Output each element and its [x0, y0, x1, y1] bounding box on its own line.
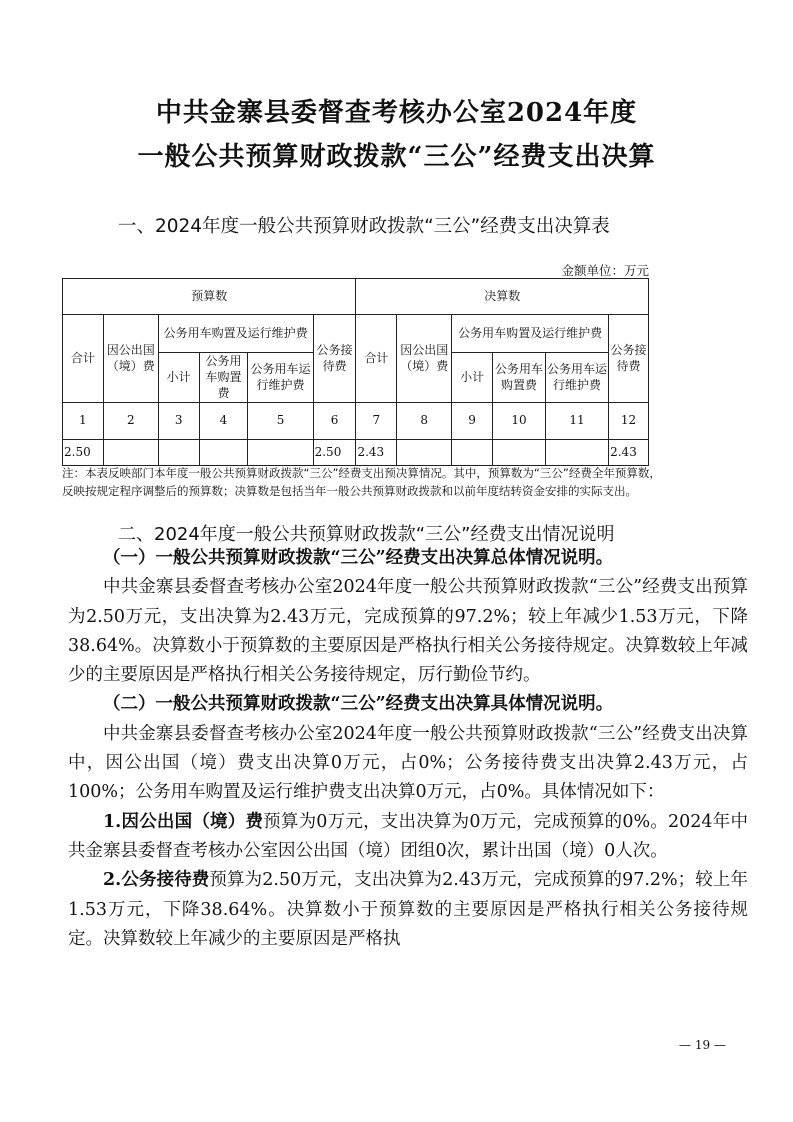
index-cell: 7 [356, 402, 397, 439]
final-vehicle-maint-value [545, 439, 608, 465]
budget-abroad-value [103, 439, 158, 465]
final-vehicle-purchase-value [492, 439, 545, 465]
index-cell: 6 [313, 402, 356, 439]
section1-heading: 一、2024年度一般公共预算财政拨款“三公”经费支出决算表 [118, 216, 610, 237]
budget-subtotal-header: 小计 [158, 353, 199, 403]
item-reception [68, 866, 748, 954]
section2-heading: 二、2024年度一般公共预算财政拨款“三公”经费支出情况说明 [118, 524, 615, 545]
table-note: 注：本表反映部门本年度一般公共预算财政拨款“三公”经费支出预决算情况。其中，预算数为“三公”经费全年预算数，反映按规定程序调整后的预算数；决算数是包括当年一般公共预算财政拨款和以前年度结转资金安排的实际支出。 [62, 466, 661, 498]
budget-vehicle-purchase-value [199, 439, 248, 465]
final-vehicle-purchase-header: 公务用车购置费 [492, 353, 545, 403]
item-reception-label: 2.公务接待费 [103, 870, 210, 891]
page-number: — 19 — [679, 1038, 726, 1052]
final-vehicle-header: 公务用车购置及运行维护费 [452, 315, 609, 353]
data-row [63, 439, 649, 465]
item-reception-text: 预算为2.50万元，支出决算为2.43万元，完成预算的97.2%；较上年1.53万元，下降38.64%。决算数小于预算数的主要原因是严格执行相关公务接待规定。决算数较上年减少的主要原因是严格执 [68, 870, 748, 949]
index-cell: 5 [248, 402, 313, 439]
index-cell: 1 [63, 402, 104, 439]
page-title-line1: 中共金寨县委督查考核办公室2024年度 [155, 98, 638, 128]
index-cell: 3 [158, 402, 199, 439]
budget-total-header: 合计 [63, 315, 104, 403]
budget-abroad-header: 因公出国（境）费 [103, 315, 158, 403]
final-reception-value: 2.43 [609, 439, 649, 465]
budget-subtotal-value [158, 439, 199, 465]
final-abroad-value [397, 439, 452, 465]
budget-vehicle-header: 公务用车购置及运行维护费 [158, 315, 313, 353]
item-abroad-label: 1.因公出国（境）费 [103, 811, 264, 832]
unit-label: 金额单位：万元 [561, 263, 649, 278]
final-vehicle-maint-header: 公务用车运行维护费 [545, 353, 608, 403]
item-abroad [68, 808, 748, 867]
budget-header: 预算数 [63, 279, 356, 315]
index-cell: 12 [609, 402, 649, 439]
index-cell: 11 [545, 402, 608, 439]
budget-reception-value: 2.50 [313, 439, 356, 465]
subsection1-heading: （一）一般公共预算财政拨款“三公”经费支出决算总体情况说明。 [103, 548, 614, 568]
paragraph-overall: 中共金寨县委督查考核办公室2024年度一般公共预算财政拨款“三公”经费支出预算为2.50万元，支出决算为2.43万元，完成预算的97.2%；较上年减少1.53万元，下降38.64%。决算数小于预算数的主要原因是严格执行相关公务接待规定。决算数较上年减少的主要原因是严格执行相关公务接待规定，厉行勤俭节约。 [68, 577, 748, 686]
final-header: 决算数 [356, 279, 649, 315]
page-title-line2: 一般公共预算财政拨款“三公”经费支出决算 [137, 142, 656, 172]
item-abroad-text: 预算为0万元，支出决算为0万元，完成预算的0%。2024年中共金寨县委督查考核办公室因公出国（境）团组0次，累计出国（境）0人次。 [68, 811, 748, 861]
index-cell: 4 [199, 402, 248, 439]
paragraph-detail: 中共金寨县委督查考核办公室2024年度一般公共预算财政拨款“三公”经费支出决算中，因公出国（境）费支出决算0万元，占0%；公务接待费支出决算2.43万元，占100%；公务用车购置及运行维护费支出决算0万元，占0%。具体情况如下： [68, 723, 748, 803]
index-cell: 8 [397, 402, 452, 439]
budget-vehicle-maint-header: 公务用车运行维护费 [248, 353, 313, 403]
index-cell: 2 [103, 402, 158, 439]
budget-reception-header: 公务接待费 [313, 315, 356, 403]
final-abroad-header: 因公出国（境）费 [397, 315, 452, 403]
final-subtotal-value [452, 439, 493, 465]
index-cell: 10 [492, 402, 545, 439]
final-reception-header: 公务接待费 [609, 315, 649, 403]
budget-vehicle-purchase-header: 公务用车购置费 [199, 353, 248, 403]
final-subtotal-header: 小计 [452, 353, 493, 403]
subsection2-heading: （二）一般公共预算财政拨款“三公”经费支出决算具体情况说明。 [103, 694, 614, 715]
final-total-value: 2.43 [356, 439, 397, 465]
three-public-expenses-table [62, 278, 649, 466]
budget-total-value: 2.50 [63, 439, 104, 465]
budget-vehicle-maint-value [248, 439, 313, 465]
index-row [63, 402, 649, 439]
body-text [68, 544, 748, 954]
index-cell: 9 [452, 402, 493, 439]
final-total-header: 合计 [356, 315, 397, 403]
